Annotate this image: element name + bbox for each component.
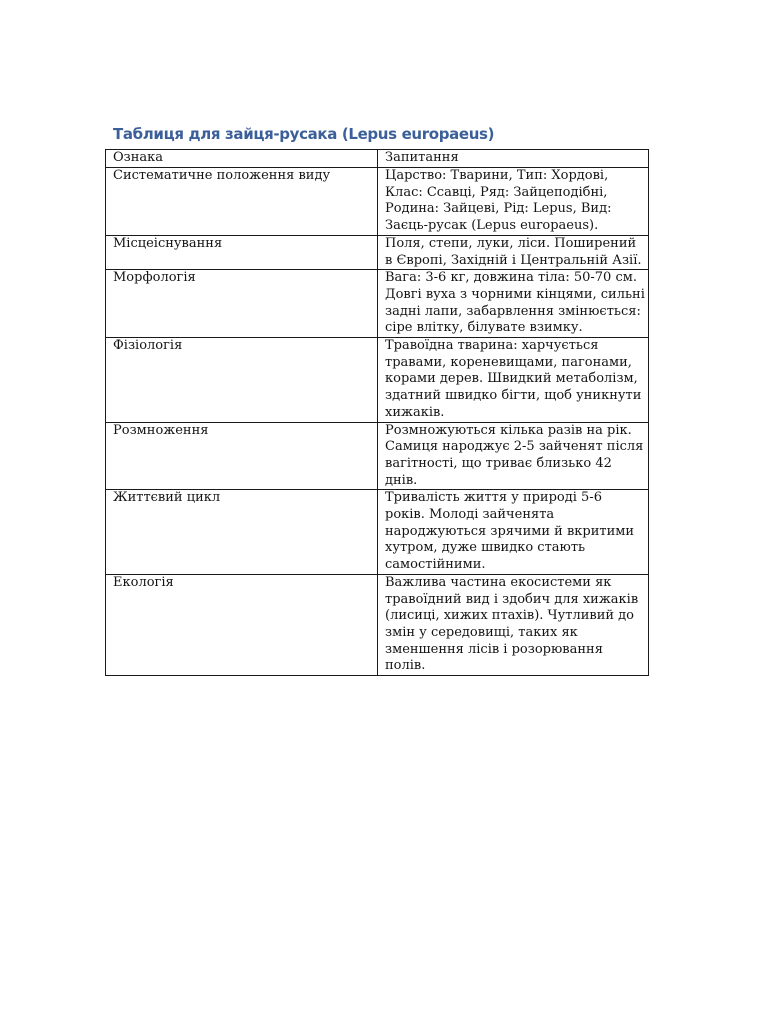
answer-cell	[378, 270, 649, 338]
feature-cell	[106, 422, 378, 490]
answer-cell	[378, 422, 649, 490]
answer-text: Важлива частина екосистеми як травоїдний вид і здобич для хижаків (лисиці, хижих птахів). Чутливий до змін у середовищі, таких як зменшення лісів і розорювання полів.	[385, 574, 639, 674]
answer-cell	[378, 490, 649, 575]
feature-cell	[106, 490, 378, 575]
feature-label: Місцеіснування	[113, 235, 223, 251]
feature-label: Систематичне положення виду	[113, 168, 331, 183]
header-cell-feature	[106, 150, 378, 168]
feature-label: Екологія	[113, 574, 174, 590]
feature-label: Фізіологія	[113, 338, 183, 354]
species-table	[105, 149, 649, 676]
table-row	[106, 338, 649, 423]
table-row	[106, 490, 649, 575]
feature-cell	[106, 270, 378, 338]
feature-label: Морфологія	[113, 270, 196, 286]
answer-cell	[378, 574, 649, 675]
table-row	[106, 235, 649, 269]
feature-label: Життєвий цикл	[113, 490, 221, 506]
feature-cell	[106, 235, 378, 269]
table-row	[106, 168, 649, 236]
feature-cell	[106, 338, 378, 423]
answer-text: Поля, степи, луки, ліси. Поширений в Європі, Західній і Центральній Азії.	[385, 235, 642, 268]
answer-cell	[378, 168, 649, 236]
header-label-answer: Запитання	[385, 150, 459, 165]
table-header-row	[106, 150, 649, 168]
answer-text: Тривалість життя у природі 5-6 років. Молоді зайченята народжуються зрячими й вкритими хутром, дуже швидко стають самостійними.	[385, 490, 635, 573]
feature-cell	[106, 168, 378, 236]
table-row	[106, 574, 649, 675]
feature-label: Розмноження	[113, 422, 209, 438]
header-label-feature: Ознака	[113, 150, 164, 165]
table-row	[106, 422, 649, 490]
feature-cell	[106, 574, 378, 675]
answer-text: Царство: Тварини, Тип: Хордові, Клас: Ссавці, Ряд: Зайцеподібні, Родина: Зайцеві, Рід: Lepus, Вид: Заєць-русак (Lepus europaeus).	[385, 168, 612, 234]
document-title: Таблиця для зайця-русака (Lepus europaeus)	[113, 125, 495, 143]
table-row	[106, 270, 649, 338]
answer-text: Травоїдна тварина: харчується травами, кореневищами, пагонами, корами дерев. Швидкий метаболізм, здатний швидко бігти, щоб уникнути хижаків.	[385, 338, 642, 420]
answer-text: Розмножуються кілька разів на рік. Самиця народжує 2-5 зайченят після вагітності, що триває близько 42 днів.	[385, 422, 644, 488]
answer-text: Вага: 3-6 кг, довжина тіла: 50-70 см. Довгі вуха з чорними кінцями, сильні задні лапи, забарвлення змінюється: сіре влітку, білувате взимку.	[385, 270, 645, 336]
answer-cell	[378, 338, 649, 423]
answer-cell	[378, 235, 649, 269]
header-cell-answer	[378, 150, 649, 168]
